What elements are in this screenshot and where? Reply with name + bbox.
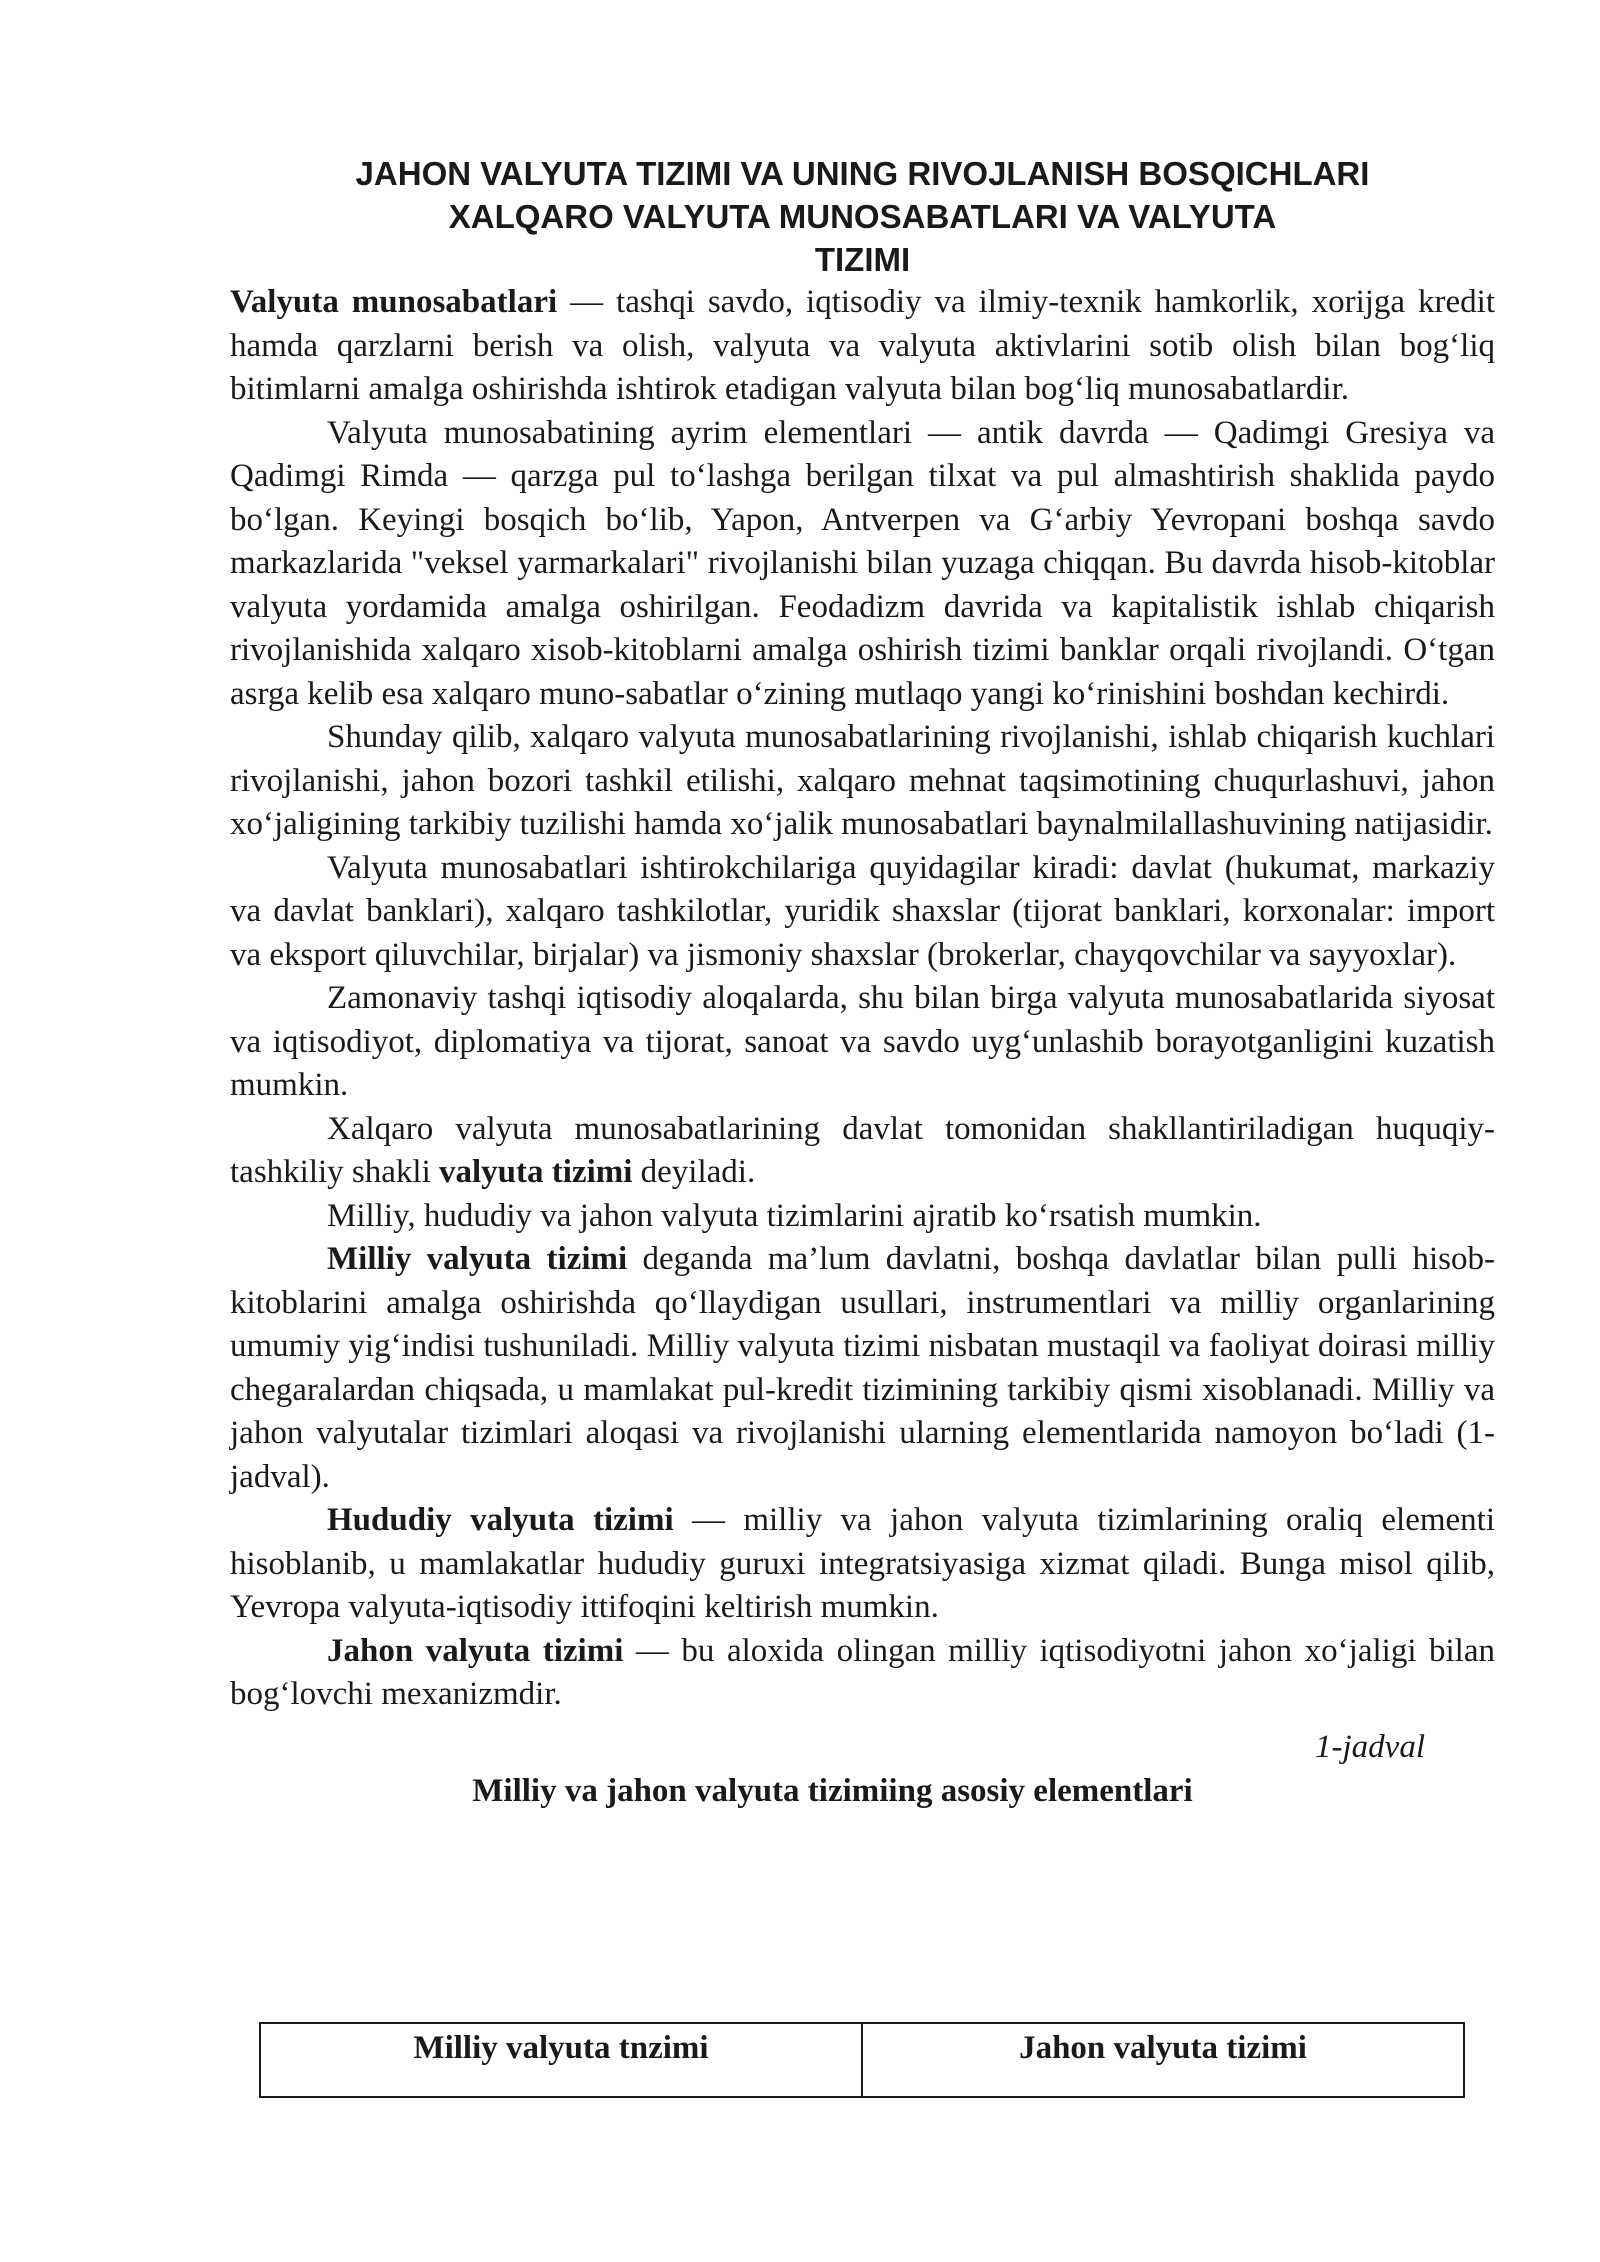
- term-milliy-valyuta-tizimi: Milliy valyuta tizimi: [327, 1241, 628, 1277]
- title-line-3: TIZIMI: [814, 241, 911, 278]
- table-header-row: [260, 2023, 1464, 2097]
- term-valyuta-tizimi: valyuta tizimi: [439, 1154, 633, 1190]
- title-line-2: XALQARO VALYUTA MUNOSABATLARI VA VALYUTA: [448, 198, 1277, 235]
- paragraph-4: Valyuta munosabatlari ishtirokchilariga quyidagilar kiradi: davlat (hukumat, markaziy va davlat banklari), xalqaro tashkilotlar, yuridik shaxslar (tijorat banklari, korxonalar: import va eksport qiluvchilar, birjalar) va jismoniy shaxslar (brokerlar, chayqovchilar va sayyoxlar).: [230, 849, 1495, 973]
- paragraph-6-before: Xalqaro valyuta munosabatlarining davlat tomonidan shakllantiriladigan huquqiy-tashkiliy shakli: [230, 1110, 1495, 1190]
- paragraph-1: [230, 281, 1495, 412]
- paragraph-10: [230, 1630, 1495, 1717]
- document-page: [230, 152, 1495, 1813]
- paragraph-9-text: — milliy va jahon valyuta tizimlarining oraliq elementi hisoblanib, u mamlakatlar hududiy guruxi integratsiyasiga xizmat qiladi. Bunga misol qilib, Yevropa valyuta-iqtisodiy ittifoqini keltirish mumkin.: [230, 1502, 1495, 1625]
- table-header-jahon: Jahon valyuta tizimi: [862, 2023, 1464, 2097]
- elements-table: [259, 2022, 1465, 2098]
- paragraph-5: Zamonaviy tashqi iqtisodiy aloqalarda, shu bilan birga valyuta munosabatlarida siyosat va iqtisodiyot, diplomatiya va tijorat, sanoat va savdo uyg‘unlashib borayotganligini kuzatish mumkin.: [230, 980, 1495, 1103]
- paragraph-1-text: — tashqi savdo, iqtisodiy va ilmiy-texnik hamkorlik, xorijga kredit hamda qarzlarni berish va olish, valyuta va valyuta aktivlarini sotib olish bilan bog‘liq bitimlarni amalga oshirishda ishtirok etadigan valyuta bilan bog‘liq munosabatlardir.: [230, 284, 1495, 407]
- paragraph-3: Shunday qilib, xalqaro valyuta munosabatlarining rivojlanishi, ishlab chiqarish kuchlari rivojlanishi, jahon bozori tashkil etilishi, xalqaro mehnat taqsimotining chuqurlashuvi, jahon xo‘jaligining tarkibiy tuzilishi hamda xo‘jalik munosabatlari baynalmilallashuvining natijasidir.: [230, 719, 1495, 842]
- document-title: [230, 152, 1495, 281]
- table-label: 1-jadval: [1315, 1728, 1425, 1765]
- paragraph-6-after: deyiladi.: [632, 1154, 756, 1190]
- table-header-milliy: Milliy valyuta tnzimi: [260, 2023, 862, 2097]
- paragraph-6: [230, 1108, 1495, 1195]
- term-hududiy-valyuta-tizimi: Hududiy valyuta tizimi: [327, 1502, 674, 1538]
- term-jahon-valyuta-tizimi: Jahon valyuta tizimi: [327, 1632, 624, 1669]
- paragraph-9: [230, 1499, 1495, 1630]
- term-valyuta-munosabatlari: Valyuta munosabatlari: [230, 284, 558, 320]
- title-line-1: JAHON VALYUTA TIZIMI VA UNING RIVOJLANISH BOSQICHLARI: [355, 155, 1370, 192]
- paragraph-2: Valyuta munosabatining ayrim elementlari — antik davrda — Qadimgi Gresiya va Qadimgi Rimda — qarzga pul to‘lashga berilgan tilxat va pul almashtirish shaklida paydo bo‘lgan. Keyingi bosqich bo‘lib, Yapon, Antverpen va G‘arbiy Yevropani boshqa savdo markazlarida "veksel yarmarkalari" rivojlanishi bilan yuzaga chiqqan. Bu davrda hisob-kitoblar valyuta yordamida amalga oshirilgan. Feodadizm davrida va kapitalistik ishlab chiqarish rivojlanishida xalqaro xisob-kitoblarni amalga oshirish tizimi banklar orqali rivojlandi. O‘tgan asrga kelib esa xalqaro muno-sabatlar o‘zining mutlaqo yangi ko‘rinishini boshdan kechirdi.: [230, 414, 1495, 712]
- paragraph-10-text: — bu aloxida olingan milliy iqtisodiyotni jahon xo‘jaligi bilan bog‘lovchi mexanizmdir.: [230, 1632, 1495, 1712]
- paragraph-7: Milliy, hududiy va jahon valyuta tizimlarini ajratib ko‘rsatish mumkin.: [327, 1197, 1262, 1234]
- document-body: [230, 281, 1495, 1717]
- paragraph-8-text: deganda ma’lum davlatni, boshqa davlatlar bilan pulli hisob-kitoblarini amalga oshirishda qo‘llaydigan usullari, instrumentlari va milliy organlarining umumiy yig‘indisi tushuniladi. Milliy valyuta tizimi nisbatan mustaqil va faoliyat doirasi milliy chegaralardan chiqsada, u mamlakat pul-kredit tizimining tarkibiy qismi xisoblanadi. Milliy va jahon valyutalar tizimlari aloqasi va rivojlanishi ularning elementlarida namoyon bo‘ladi (1-jadval).: [230, 1241, 1496, 1495]
- paragraph-8: [230, 1238, 1495, 1499]
- table-title: Milliy va jahon valyuta tizimiing asosiy elementlari: [472, 1772, 1193, 1809]
